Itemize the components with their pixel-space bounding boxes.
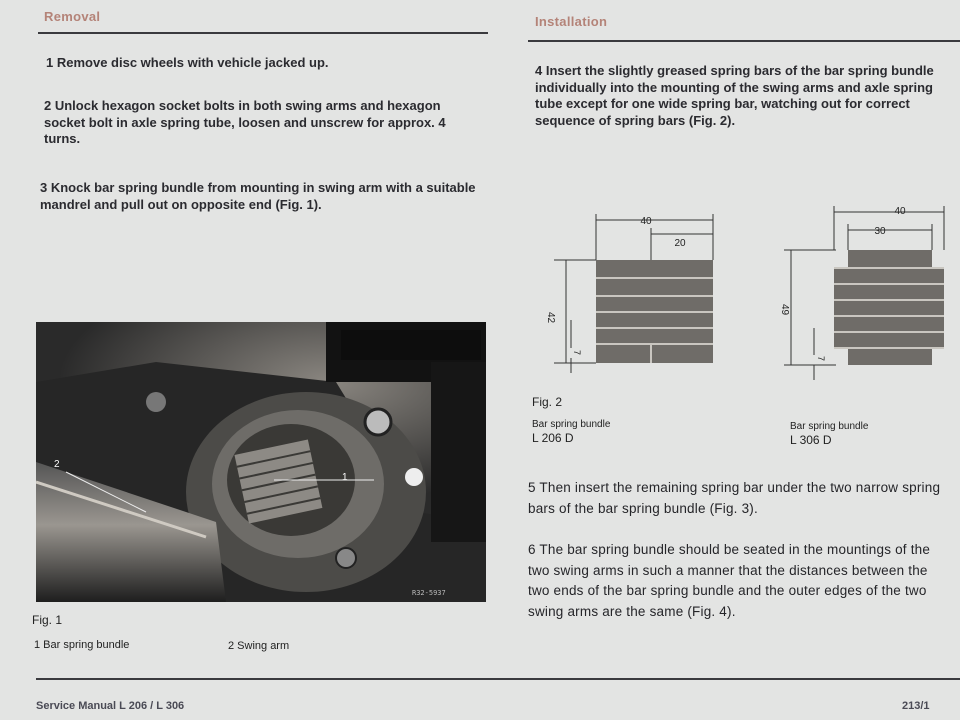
fig2b-dim-inner: 30 [874, 226, 886, 237]
fig2-diagram-l306 [776, 200, 960, 385]
removal-heading: Removal [44, 9, 101, 24]
removal-step-3: 3 Knock bar spring bundle from mounting in swing arm with a suitable mandrel and pull out on opposite end (Fig. 1). [40, 180, 476, 212]
removal-step-1: 1 Remove disc wheels with vehicle jacked up. [46, 55, 329, 70]
footer-manual-title: Service Manual L 206 / L 306 [36, 700, 185, 712]
removal-rule [38, 32, 488, 34]
installation-step-5: 5 Then insert the remaining spring bar under the two narrow spring bars of the bar spring bundle (Fig. 3). [528, 480, 941, 516]
page-number: 213/1 [902, 700, 930, 712]
installation-rule [528, 40, 960, 42]
fig2a-dim-height: 42 [545, 312, 556, 324]
fig2a-model: L 206 D [532, 431, 574, 445]
fig2a-name: Bar spring bundle [532, 419, 611, 430]
removal-step-2: 2 Unlock hexagon socket bolts in both swing arms and hexagon socket bolt in axle spring tube, loosen and unscrew for approx. 4 turns. [44, 98, 446, 146]
fig2b-name: Bar spring bundle [790, 421, 869, 432]
fig2b-dim-small: 7 [816, 356, 826, 362]
fig2b-dim-top: 40 [894, 206, 906, 217]
fig2-diagram-l206 [536, 208, 736, 378]
fig1-callout-1: 1 [342, 472, 348, 483]
fig1-label-1: 1 Bar spring bundle [34, 639, 130, 651]
installation-heading: Installation [535, 14, 608, 29]
fig2-title: Fig. 2 [532, 395, 563, 409]
fig2a-dim-small: 7 [572, 350, 582, 356]
fig1-code: R32-5937 [412, 589, 446, 597]
fig1-callout-2: 2 [54, 459, 60, 470]
fig1-label-2: 2 Swing arm [228, 640, 290, 652]
footer-rule [36, 678, 960, 680]
fig1-photo [36, 322, 486, 602]
installation-step-4: 4 Insert the slightly greased spring bars of the bar spring bundle individually into the mounting of the swing arms and axle spring tube except for one wide spring bar, watching out for correct sequence of spring bars (Fig. 2). [535, 63, 934, 128]
fig2b-model: L 306 D [790, 433, 832, 447]
fig2b-dim-height: 49 [779, 304, 790, 316]
fig1-title: Fig. 1 [32, 613, 63, 627]
installation-step-6: 6 The bar spring bundle should be seated in the mountings of the two swing arms in such a manner that the distances between the two ends of the bar spring bundle and the outer edges of the two swing arms are the same (Fig. 4). [528, 542, 931, 619]
swing-arm-photo-illustration [36, 322, 486, 602]
fig2a-dim-top: 40 [640, 216, 652, 227]
fig2a-dim-inner: 20 [674, 238, 686, 249]
